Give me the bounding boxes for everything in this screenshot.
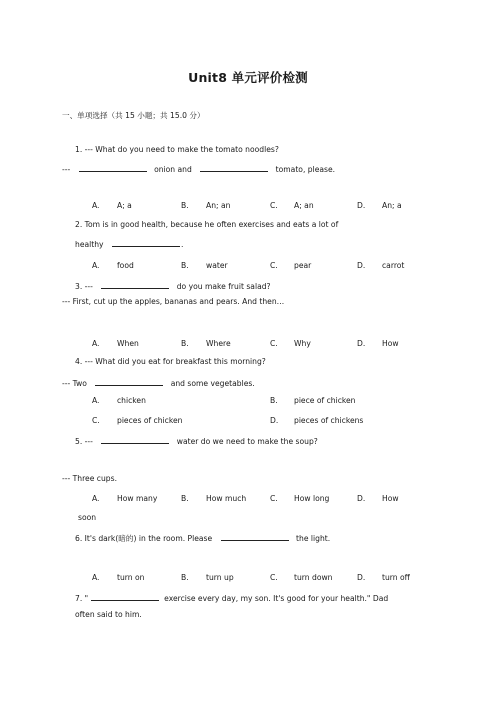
- option-d-text: How: [382, 339, 399, 348]
- option-c[interactable]: C.: [270, 201, 278, 210]
- option-b[interactable]: B.: [181, 261, 189, 270]
- option-c[interactable]: C.: [92, 416, 100, 425]
- section-heading: 一、单项选择（共 15 小题；共 15.0 分）: [62, 111, 205, 120]
- answer-blank[interactable]: [112, 238, 180, 247]
- option-c-text: pieces of chicken: [117, 416, 183, 425]
- answer-blank[interactable]: [101, 280, 169, 289]
- option-a[interactable]: A.: [92, 339, 100, 348]
- option-a[interactable]: A.: [92, 201, 100, 210]
- option-d-text-wrap: soon: [78, 513, 97, 522]
- q1-text: onion and: [154, 165, 192, 174]
- option-b-text: turn up: [206, 573, 234, 582]
- option-a-text: A; a: [117, 201, 132, 210]
- question-7-stem: [75, 592, 388, 604]
- question-5-stem: [75, 435, 318, 447]
- option-d-text: turn off: [382, 573, 410, 582]
- option-b-text: piece of chicken: [294, 396, 356, 405]
- q1-dash: ---: [62, 165, 71, 174]
- question-5-line2: --- Three cups.: [62, 474, 117, 483]
- option-c-text: turn down: [294, 573, 333, 582]
- option-c-text: A; an: [294, 201, 314, 210]
- question-2-line2: [75, 238, 183, 250]
- question-3-stem: [75, 280, 271, 292]
- q4-text-end: and some vegetables.: [170, 379, 255, 388]
- q6-text: 6. It's dark(暗的) in the room. Please: [75, 534, 213, 543]
- option-b[interactable]: B.: [181, 494, 189, 503]
- option-a[interactable]: A.: [92, 396, 100, 405]
- option-a-text: turn on: [117, 573, 145, 582]
- q6-text-end: the light.: [296, 534, 331, 543]
- option-b-text: water: [206, 261, 228, 270]
- question-6-stem: [75, 532, 330, 544]
- option-d[interactable]: D.: [270, 416, 279, 425]
- question-4-line2: [62, 377, 255, 389]
- option-b[interactable]: B.: [181, 201, 189, 210]
- option-c[interactable]: C.: [270, 494, 278, 503]
- option-c-text: pear: [294, 261, 312, 270]
- question-1-stem: 1. --- What do you need to make the tomato noodles?: [75, 145, 279, 154]
- q5-text: water do we need to make the soup?: [176, 437, 318, 446]
- option-b-text: Where: [206, 339, 231, 348]
- option-c-text: How long: [294, 494, 330, 503]
- q5-dash: 5. ---: [75, 437, 93, 446]
- option-c[interactable]: C.: [270, 573, 278, 582]
- option-a[interactable]: A.: [92, 573, 100, 582]
- option-d[interactable]: D.: [357, 261, 366, 270]
- option-d[interactable]: D.: [357, 201, 366, 210]
- option-a-text: When: [117, 339, 139, 348]
- option-d[interactable]: D.: [357, 573, 366, 582]
- option-d-text: carrot: [382, 261, 405, 270]
- answer-blank[interactable]: [79, 163, 147, 172]
- answer-blank[interactable]: [200, 163, 268, 172]
- q2-period: .: [180, 240, 184, 249]
- q2-text: healthy: [75, 240, 104, 249]
- option-c-text: Why: [294, 339, 311, 348]
- q3-text: do you make fruit salad?: [176, 282, 271, 291]
- option-d-text: An; a: [382, 201, 402, 210]
- option-c[interactable]: C.: [270, 339, 278, 348]
- option-d-text: pieces of chickens: [294, 416, 364, 425]
- q7-text-end: exercise every day, my son. It's good for your health." Dad: [164, 594, 389, 603]
- option-a-text: food: [117, 261, 134, 270]
- q7-text: 7. ": [75, 594, 89, 603]
- option-d[interactable]: D.: [357, 339, 366, 348]
- option-d-text: How: [382, 494, 399, 503]
- answer-blank[interactable]: [221, 532, 289, 541]
- page-title: Unit8 单元评价检测: [188, 70, 308, 85]
- q3-dash: 3. ---: [75, 282, 93, 291]
- option-b-text: An; an: [206, 201, 231, 210]
- q4-text: --- Two: [62, 379, 87, 388]
- option-c[interactable]: C.: [270, 261, 278, 270]
- question-7-line2: often said to him.: [75, 610, 142, 619]
- question-2-stem: 2. Tom is in good health, because he often exercises and eats a lot of: [75, 220, 339, 229]
- option-b-text: How much: [206, 494, 247, 503]
- option-b[interactable]: B.: [270, 396, 278, 405]
- q1-text-end: tomato, please.: [275, 165, 336, 174]
- option-a[interactable]: A.: [92, 261, 100, 270]
- option-a-text: How many: [117, 494, 158, 503]
- option-a[interactable]: A.: [92, 494, 100, 503]
- answer-blank[interactable]: [95, 377, 163, 386]
- option-d[interactable]: D.: [357, 494, 366, 503]
- option-b[interactable]: B.: [181, 339, 189, 348]
- question-4-stem: 4. --- What did you eat for breakfast this morning?: [75, 357, 266, 366]
- option-a-text: chicken: [117, 396, 146, 405]
- answer-blank[interactable]: [91, 592, 159, 601]
- question-3-line2: --- First, cut up the apples, bananas and pears. And then…: [62, 297, 285, 306]
- answer-blank[interactable]: [101, 435, 169, 444]
- option-b[interactable]: B.: [181, 573, 189, 582]
- question-1-line2: [62, 163, 335, 175]
